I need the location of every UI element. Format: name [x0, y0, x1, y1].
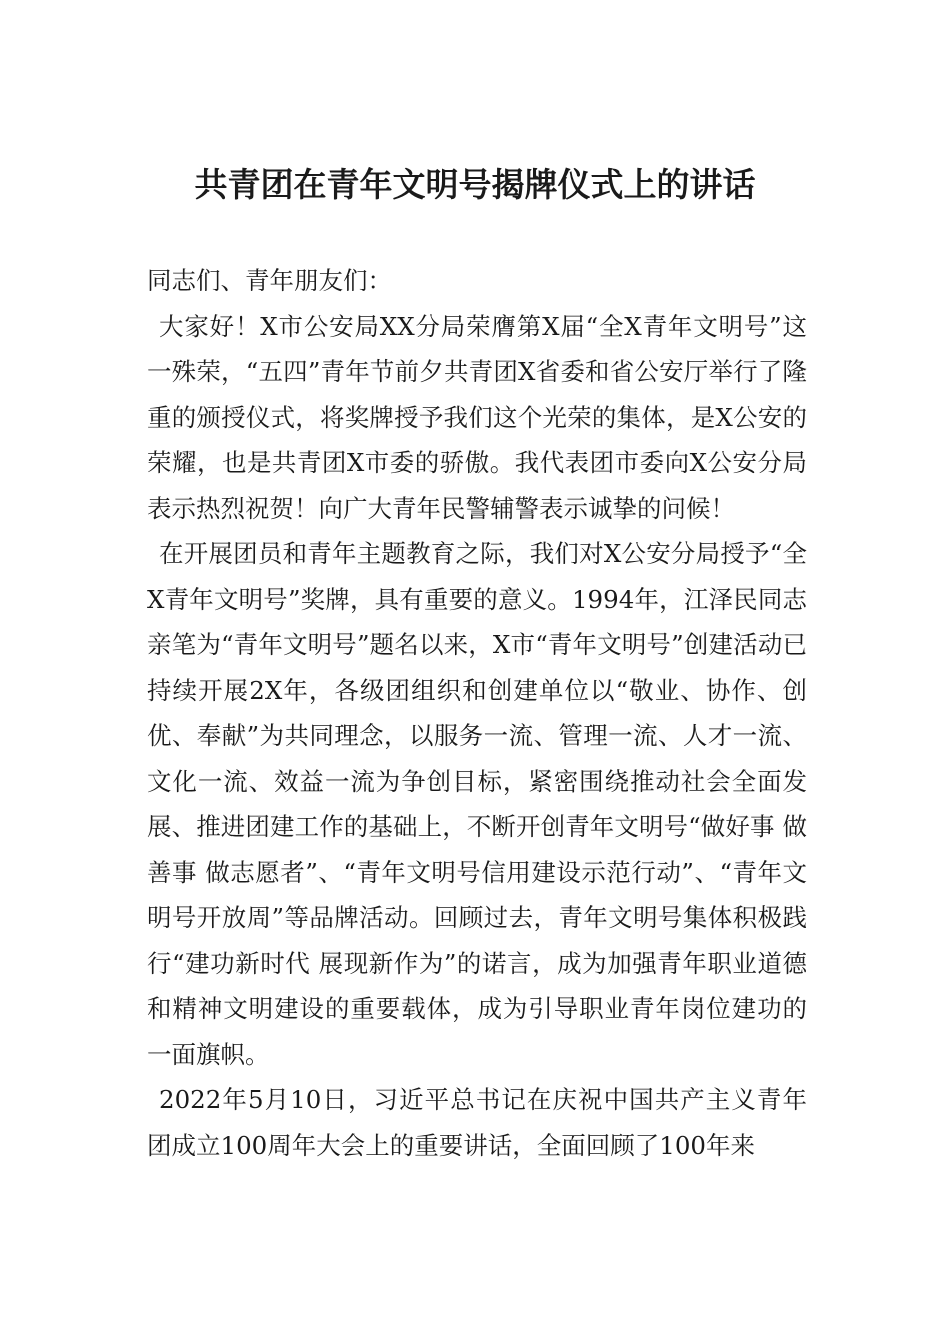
body-paragraph: 2022年5月10日，习近平总书记在庆祝中国共产主义青年团成立100周年大会上的重要讲话，全面回顾了100年来 — [147, 1085, 807, 1160]
document-body — [147, 258, 807, 1168]
document-title: 共青团在青年文明号揭牌仪式上的讲话 — [194, 165, 756, 204]
body-paragraph: 大家好！X市公安局XX分局荣膺第X届“全X青年文明号”这一殊荣，“五四”青年节前夕共青团X省委和省公安厅举行了隆重的颁授仪式，将奖牌授予我们这个光荣的集体，是X公安的荣耀，也是共青团X市委的骄傲。我代表团市委向X公安分局表示热烈祝贺！向广大青年民警辅警表示诚挚的问候！ — [147, 311, 807, 523]
body-paragraph: 在开展团员和青年主题教育之际，我们对X公安分局授予“全X青年文明号”奖牌，具有重要的意义。1994年，江泽民同志亲笔为“青年文明号”题名以来，X市“青年文明号”创建活动已持续开展2X年，各级团组织和创建单位以“敬业、协作、创优、奉献”为共同理念，以服务一流、管理一流、人才一流、文化一流、效益一流为争创目标，紧密围绕推动社会全面发展、推进团建工作的基础上，不断开创青年文明号“做好事 做善事 做志愿者”、“青年文明号信用建设示范行动”、“青年文明号开放周”等品牌活动。回顾过去，青年文明号集体积极践行“建功新时代 展现新作为”的诺言，成为加强青年职业道德和精神文明建设的重要载体，成为引导职业青年岗位建功的一面旗帜。 — [147, 539, 807, 1069]
salutation: 同志们、青年朋友们： — [147, 266, 392, 295]
